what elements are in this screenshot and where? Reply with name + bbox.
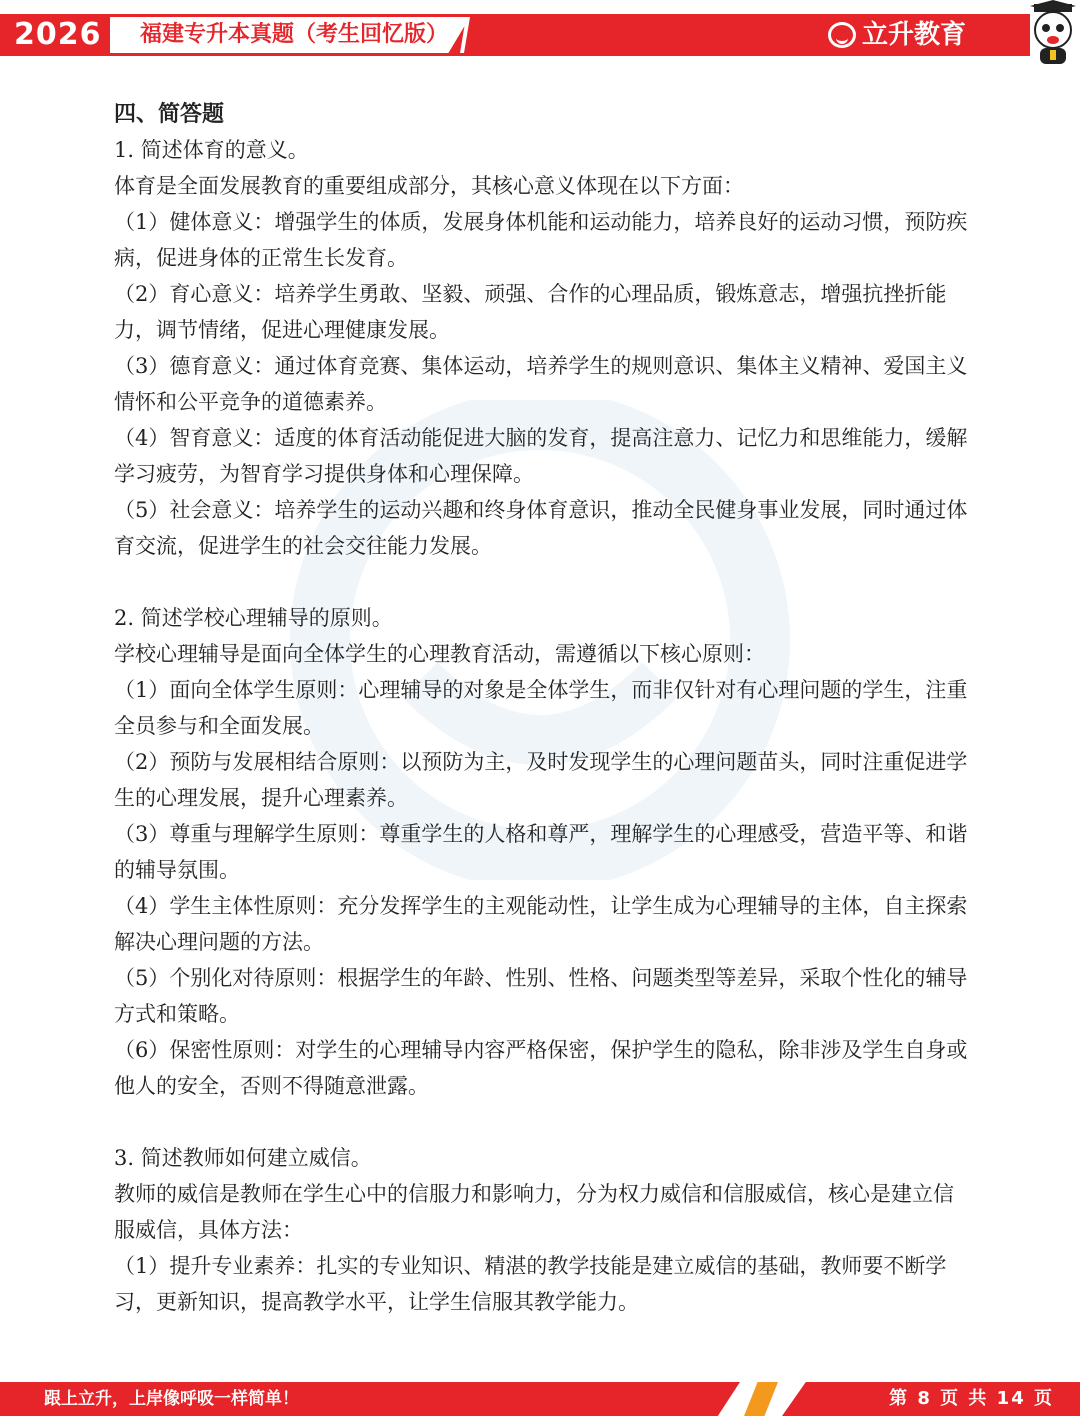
smile-logo-icon (828, 22, 856, 48)
answer-point: （3）尊重与理解学生原则：尊重学生的人格和尊严，理解学生的心理感受，营造平等、和谐的辅导氛围。 (114, 822, 968, 882)
spacer (114, 1104, 972, 1140)
answer-point: （2）预防与发展相结合原则：以预防为主，及时发现学生的心理问题苗头，同时注重促进学生的心理发展，提升心理素养。 (114, 750, 968, 810)
question-title: 3. 简述教师如何建立威信。 (114, 1146, 372, 1170)
document-body (114, 96, 972, 1320)
footer-slogan: 跟上立升，上岸像呼吸一样简单！ (44, 1389, 299, 1409)
spacer (114, 564, 972, 600)
answer-intro: 教师的威信是教师在学生心中的信服力和影响力，分为权力威信和信服威信，核心是建立信服威信，具体方法： (114, 1182, 954, 1242)
answer-point: （2）育心意义：培养学生勇敢、坚毅、顽强、合作的心理品质，锻炼意志，增强抗挫折能力，调节情绪，促进心理健康发展。 (114, 282, 947, 342)
answer-point: （1）提升专业素养：扎实的专业知识、精湛的教学技能是建立威信的基础，教师要不断学习，更新知识，提高教学水平，让学生信服其教学能力。 (114, 1254, 947, 1314)
answer-point: （4）学生主体性原则：充分发挥学生的主观能动性，让学生成为心理辅导的主体，自主探索解决心理问题的方法。 (114, 894, 968, 954)
brand-logo (828, 14, 966, 56)
answer-point: （5）个别化对待原则：根据学生的年龄、性别、性格、问题类型等差异，采取个性化的辅导方式和策略。 (114, 966, 968, 1026)
brand-name: 立升教育 (862, 20, 967, 50)
question-title: 2. 简述学校心理辅导的原则。 (114, 606, 393, 630)
footer-accent-stripe (744, 1382, 778, 1416)
answer-point: （3）德育意义：通过体育竞赛、集体运动，培养学生的规则意识、集体主义精神、爱国主义情怀和公平竞争的道德素养。 (114, 354, 968, 414)
page-number: 第 8 页 共 14 页 (889, 1388, 1054, 1409)
header-title: 福建专升本真题（考生回忆版） (140, 22, 449, 47)
answer-point: （4）智育意义：适度的体育活动能促进大脑的发育，提高注意力、记忆力和思维能力，缓解学习疲劳，为智育学习提供身体和心理保障。 (114, 426, 968, 486)
header-year: 2026 (14, 17, 102, 52)
question-title: 1. 简述体育的意义。 (114, 138, 309, 162)
mascot-icon (1026, 0, 1080, 66)
answer-point: （1）面向全体学生原则：心理辅导的对象是全体学生，而非仅针对有心理问题的学生，注重全员参与和全面发展。 (114, 678, 968, 738)
answer-point: （6）保密性原则：对学生的心理辅导内容严格保密，保护学生的隐私，除非涉及学生自身或他人的安全，否则不得随意泄露。 (114, 1038, 968, 1098)
answer-point: （1）健体意义：增强学生的体质，发展身体机能和运动能力，培养良好的运动习惯，预防疾病，促进身体的正常生长发育。 (114, 210, 968, 270)
page-footer (0, 1382, 1080, 1416)
answer-intro: 学校心理辅导是面向全体学生的心理教育活动，需遵循以下核心原则： (114, 642, 765, 666)
page-header (0, 0, 1080, 70)
section-heading: 四、简答题 (114, 101, 225, 127)
answer-intro: 体育是全面发展教育的重要组成部分，其核心意义体现在以下方面： (114, 174, 744, 198)
answer-point: （5）社会意义：培养学生的运动兴趣和终身体育意识，推动全民健身事业发展，同时通过体育交流，促进学生的社会交往能力发展。 (114, 498, 968, 558)
